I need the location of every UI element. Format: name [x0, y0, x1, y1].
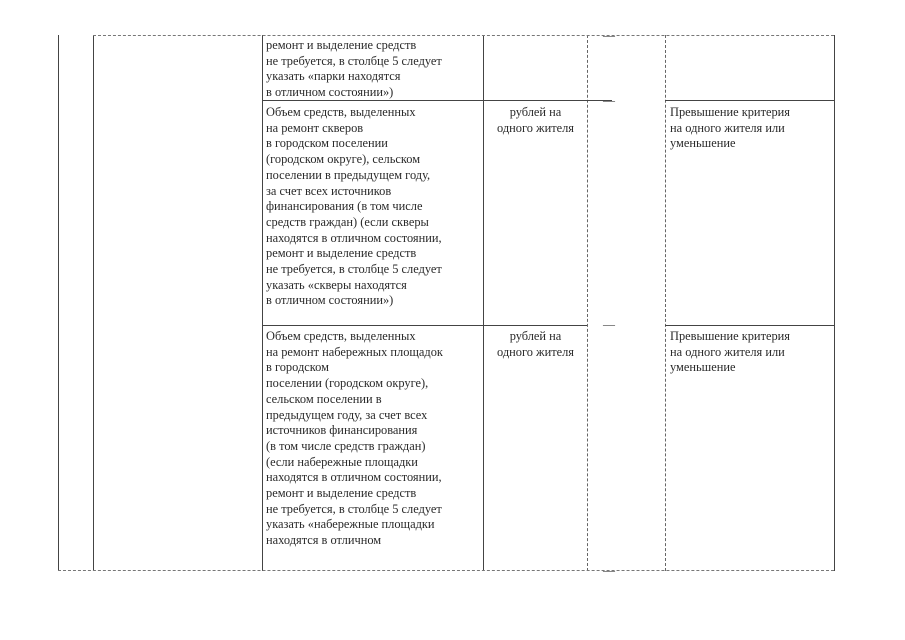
row-3-indicator: Объем средств, выделенных на ремонт набережных площадок в городском поселении (городском округе), сельском поселении в предыдущем году, за счет всех источников финансирования (в том числе средств граждан) (если набережные площадки находятся в отличном состоянии, ремонт и выделение средств не требуется, в столбце 5 следует указать «набережные площадки находятся в отличном: [266, 329, 443, 548]
row-1-value: —: [603, 28, 615, 42]
table-border-left: [58, 35, 59, 571]
row-3-unit: рублей на одного жителя: [496, 329, 575, 359]
table-border-top: [93, 35, 834, 36]
row-3-value: —: [603, 317, 615, 331]
row-2-unit: рублей на одного жителя: [496, 105, 575, 135]
table-border-bottom: [58, 570, 834, 571]
row-1-indicator: ремонт и выделение средств не требуется, в столбце 5 следует указать «парки находятся в отличном состоянии»): [266, 38, 442, 100]
footer-dash: —: [603, 563, 615, 577]
table-border-right: [834, 35, 835, 571]
row-divider-2b: [665, 325, 834, 326]
column-divider-5: [665, 35, 666, 571]
column-divider-4: [587, 35, 588, 571]
row-3-note: Превышение критерия на одного жителя или уменьшение: [670, 329, 791, 375]
column-divider-1: [93, 35, 94, 571]
row-2-indicator: Объем средств, выделенных на ремонт скверов в городском поселении (городском округе), сельском поселении в предыдущем году, за счет всех источников финансирования (в том числе средств граждан) (если скверы находятся в отличном состоянии, ремонт и выделение средств не требуется, в столбце 5 следует указать «скверы находятся в отличном состоянии»): [266, 105, 442, 308]
row-2-value: —: [603, 93, 615, 107]
row-divider-1b: [665, 100, 834, 101]
column-divider-2: [262, 35, 263, 571]
row-2-note: Превышение критерия на одного жителя или уменьшение: [670, 105, 791, 151]
row-divider-2: [262, 325, 587, 326]
